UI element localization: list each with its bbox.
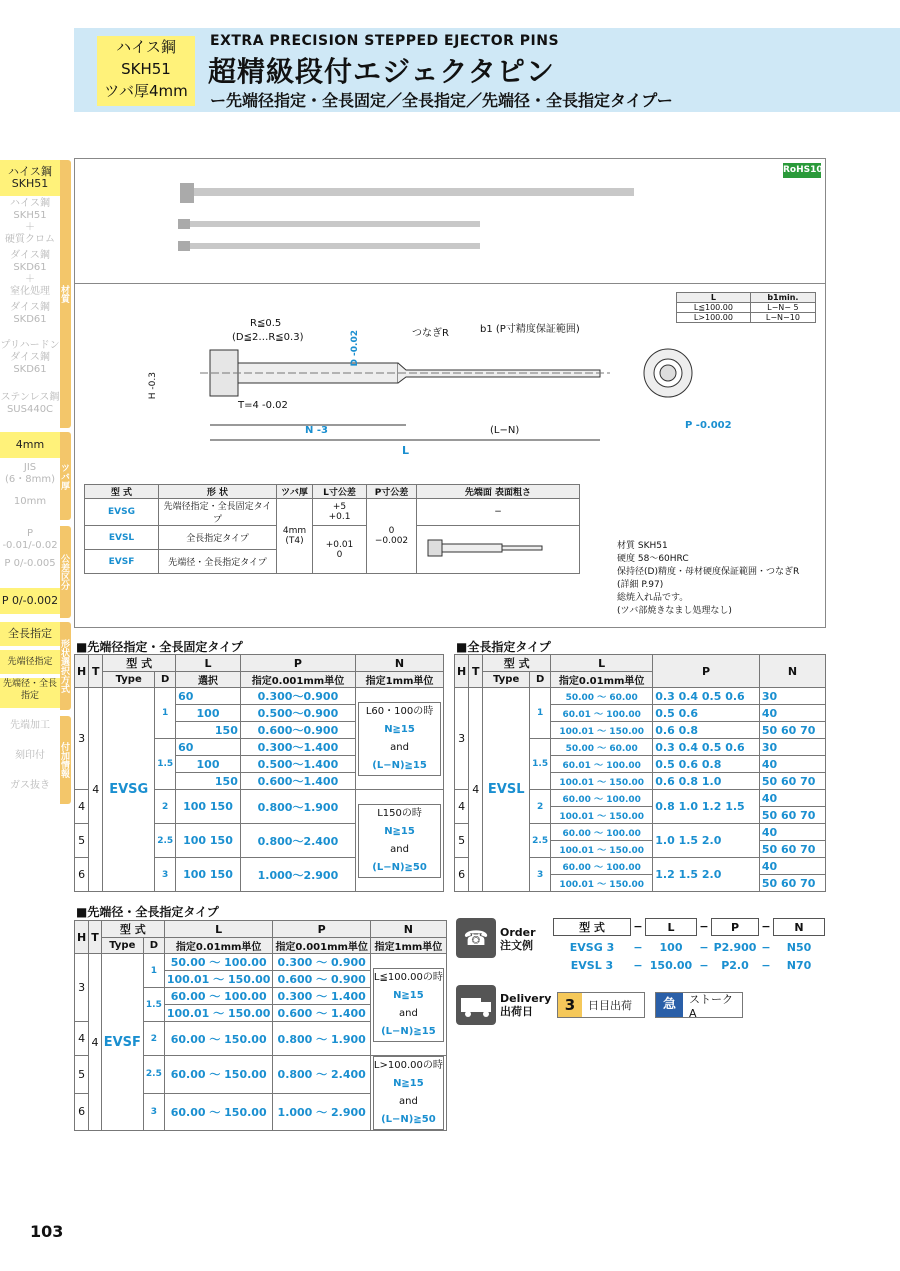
sidebar-item-gas-vent[interactable]: ガス抜き	[10, 780, 50, 791]
evsf-n-note: (L−N)≧50	[381, 1114, 436, 1125]
evsl-n-val: 50 60 70	[759, 807, 825, 824]
evsg-t: T	[89, 655, 103, 688]
order-dash: −	[699, 941, 709, 954]
evsf-p-val: 0.600 〜 0.900	[273, 971, 370, 988]
material-badge	[97, 36, 195, 106]
evsg-n-note: L60・100の時	[365, 705, 434, 717]
evsf-d: 1.5	[143, 988, 164, 1022]
evsg-l: L	[176, 655, 241, 672]
evsf-l-val: 100.01 〜 150.00	[164, 1005, 273, 1022]
spec-flange: 4mm (T4)	[277, 499, 313, 574]
spec-type: EVSG	[85, 499, 159, 526]
material-note: 材質 SKH51	[617, 541, 668, 551]
page-subtitle: ー先端径指定・全長固定／全長指定／先端径・全長指定タイプー	[210, 91, 673, 110]
evsg-table	[74, 654, 444, 892]
evsl-p-val: 1.2 1.5 2.0	[653, 858, 760, 892]
evsf-section-title: ■先端径・全長指定タイプ	[76, 905, 219, 919]
order-header-l: L	[645, 918, 697, 936]
b1-header-min: b1min.	[750, 293, 815, 303]
evsl-h-val: 4	[455, 790, 469, 824]
evsg-t-val: 4	[89, 688, 103, 892]
evsf-type-val: EVSF	[101, 954, 143, 1131]
evsg-sub: Type	[103, 672, 155, 688]
evsg-p-val: 0.600〜1.400	[240, 773, 355, 790]
evsg-l-val: 60	[176, 739, 241, 756]
sidebar-item-prehard[interactable]: プリハードン ダイス鋼 SKD61	[0, 340, 60, 375]
evsf-l-val: 60.00 〜 150.00	[164, 1022, 273, 1056]
delivery-days-box	[557, 992, 645, 1018]
sidebar-item-p-tol-3[interactable]: P 0/-0.002	[0, 588, 60, 614]
evsf-l-val: 60.00 〜 150.00	[164, 1093, 273, 1131]
evsf-sub: 指定0.01mm単位	[164, 938, 273, 954]
evsf-p-val: 0.300 〜 0.900	[273, 954, 370, 971]
evsl-table	[454, 654, 826, 892]
evsl-d: 3	[530, 858, 551, 892]
evsf-l-val: 50.00 〜 100.00	[164, 954, 273, 971]
evsf-d: 3	[143, 1093, 164, 1131]
evsf-d: 2.5	[143, 1056, 164, 1094]
evsg-p-val: 1.000〜2.900	[240, 858, 355, 892]
order-phone-icon: ☎	[456, 918, 496, 958]
delivery-label-en: Delivery	[500, 992, 552, 1005]
evsf-n-note: (L−N)≧15	[381, 1025, 436, 1037]
sidebar-tab-material: 材質	[60, 160, 71, 428]
spec-header: ツバ厚	[277, 485, 313, 499]
evsl-l-val: 100.01 〜 150.00	[551, 875, 653, 892]
evsg-p-val: 0.800〜2.400	[240, 824, 355, 858]
sidebar-item-p-tol-2[interactable]: P 0/-0.005	[4, 558, 56, 569]
evsf-sub: Type	[101, 938, 143, 954]
evsl-h-val: 6	[455, 858, 469, 892]
evsl-l-val: 50.00 〜 60.00	[551, 688, 653, 705]
evsf-sub: 指定0.001mm単位	[273, 938, 370, 954]
evsl-n-val: 40	[759, 790, 825, 807]
evsl-h-val: 5	[455, 824, 469, 858]
anneal-note: (ツバ部焼きなまし処理なし)	[617, 606, 732, 616]
order-type: EVSG 3	[569, 941, 615, 954]
evsl-l-val: 100.01 〜 150.00	[551, 773, 653, 790]
evsl-n: N	[759, 655, 825, 688]
evsf-n: N	[370, 921, 446, 938]
order-label	[500, 926, 536, 952]
d-label: D -0.02	[350, 330, 360, 367]
evsl-n-val: 40	[759, 824, 825, 841]
evsf-type: 型 式	[101, 921, 164, 938]
evsf-p-val: 1.000 〜 2.900	[273, 1093, 370, 1131]
sidebar-tab-flange: ツバ厚	[60, 432, 71, 520]
evsg-l-val: 100 150	[176, 790, 241, 824]
evsl-p: P	[653, 655, 760, 688]
evsg-l-val: 150	[176, 773, 241, 790]
sidebar-tab-tolerance: 公差区分	[60, 526, 71, 618]
detail-link[interactable]: (詳細 P.97)	[617, 580, 664, 590]
sidebar-item-tip[interactable]: 先端径指定	[0, 650, 60, 674]
evsf-sub: 指定1mm単位	[370, 938, 446, 954]
evsg-type: 型 式	[103, 655, 176, 672]
evsf-p-val: 0.800 〜 1.900	[273, 1022, 370, 1056]
evsf-n-note: N≧15	[393, 989, 424, 1001]
evsg-sub: 指定0.001mm単位	[240, 672, 355, 688]
evsl-type: 型 式	[483, 655, 551, 672]
sidebar-tab-shape: 形状選択方式	[60, 622, 71, 710]
evsf-n-note: L>100.00の時	[373, 1060, 443, 1071]
sidebar-item-tip-length[interactable]: 先端径・全長 指定	[0, 678, 60, 708]
evsf-sub: D	[143, 938, 164, 954]
evsg-n-note-1	[356, 688, 444, 790]
evsg-type-val: EVSG	[103, 688, 155, 892]
evsg-n: N	[356, 655, 444, 672]
evsl-n-val: 50 60 70	[759, 841, 825, 858]
sidebar-item-tip-process[interactable]: 先端加工	[10, 720, 50, 731]
order-dash: −	[761, 941, 771, 954]
pins-photo	[170, 175, 640, 265]
evsl-sub: 指定0.01mm単位	[551, 672, 653, 688]
evsg-d: 1	[155, 688, 176, 739]
evsl-n-val: 50 60 70	[759, 773, 825, 790]
order-dash: −	[761, 959, 771, 972]
guarantee-note: 保持径(D)精度・母材硬度保証範囲・つなぎR	[617, 567, 800, 577]
b1-cell: L−N− 5	[750, 303, 815, 313]
delivery-label-jp: 出荷日	[500, 1005, 533, 1018]
sidebar-item-4mm[interactable]: 4mm	[0, 432, 60, 458]
evsf-d: 1	[143, 954, 164, 988]
sidebar-item-10mm[interactable]: 10mm	[13, 496, 47, 507]
evsf-h-val: 4	[75, 1022, 89, 1056]
h-label: H -0.3	[148, 372, 158, 400]
order-p: P2.0	[721, 959, 749, 972]
order-example	[553, 918, 825, 975]
evsl-p-val: 0.3 0.4 0.5 0.6	[653, 688, 760, 705]
order-p: P2.900	[713, 941, 757, 954]
evsl-p-val: 1.0 1.5 2.0	[653, 824, 760, 858]
express-box	[655, 992, 743, 1018]
sidebar-item-jis[interactable]: JIS (6・8mm)	[4, 462, 55, 485]
spec-header: 型 式	[85, 485, 159, 499]
b1-header-l: L	[677, 293, 751, 303]
evsg-h-val: 5	[75, 824, 89, 858]
page-title: 超精級段付エジェクタピン	[208, 55, 555, 88]
express-icon: 急	[656, 993, 683, 1017]
evsf-l-val: 60.00 〜 150.00	[164, 1056, 273, 1094]
evsg-p-val: 0.500〜1.400	[240, 756, 355, 773]
evsf-t: T	[89, 921, 102, 954]
spec-type: EVSF	[85, 550, 159, 574]
evsg-n-note: N≧15	[384, 825, 415, 837]
evsl-p-val: 0.3 0.4 0.5 0.6	[653, 739, 760, 756]
evsg-l-val: 150	[176, 722, 241, 739]
evsl-n-val: 40	[759, 858, 825, 875]
l-label: L	[402, 444, 410, 457]
evsl-l-val: 100.01 〜 150.00	[551, 807, 653, 824]
evsg-p: P	[240, 655, 355, 672]
badge-flange: ツバ厚4mm	[104, 82, 188, 100]
evsf-l-val: 100.01 〜 150.00	[164, 971, 273, 988]
order-dash: −	[633, 920, 643, 933]
evsl-d: 2.5	[530, 824, 551, 858]
spec-table	[84, 484, 580, 574]
order-header-n: N	[773, 918, 825, 936]
b1-table	[676, 292, 816, 323]
badge-material: ハイス鋼	[116, 38, 176, 56]
evsl-n-val: 40	[759, 705, 825, 722]
evsf-n-note-2	[370, 1056, 446, 1131]
spec-l-tol: +0.01 0	[313, 526, 367, 574]
evsf-n-note: and	[398, 1007, 418, 1019]
spec-shape: 先端径・全長指定タイプ	[159, 550, 277, 574]
evsg-l-val: 100	[176, 756, 241, 773]
evsg-n-note: N≧15	[384, 723, 415, 735]
sidebar-item-sus440c[interactable]: ステンレス鋼 SUS440C	[0, 392, 60, 415]
evsg-n-note: (L−N)≧15	[372, 759, 427, 771]
delivery-truck-icon	[456, 985, 496, 1025]
evsf-p-val: 0.600 〜 1.400	[273, 1005, 370, 1022]
evsg-n-note: (L−N)≧50	[372, 861, 427, 873]
order-label-en: Order	[500, 926, 536, 939]
evsf-p-val: 0.300 〜 1.400	[273, 988, 370, 1005]
order-type: EVSL 3	[570, 959, 614, 972]
sidebar-item-skh51[interactable]: ハイス鋼 SKH51	[0, 160, 60, 196]
evsg-n-note: and	[390, 843, 409, 855]
evsl-l-val: 50.00 〜 60.00	[551, 739, 653, 756]
evsl-l-val: 60.00 〜 100.00	[551, 858, 653, 875]
evsg-n-note-2	[356, 790, 444, 892]
title-english: EXTRA PRECISION STEPPED EJECTOR PINS	[210, 33, 560, 49]
evsl-n-val: 50 60 70	[759, 722, 825, 739]
evsl-p-val: 0.6 0.8	[653, 722, 760, 739]
evsf-n-note: L≦100.00の時	[373, 971, 443, 983]
quench-note: 総焼入れ品です。	[617, 593, 689, 603]
evsg-l-val: 100 150	[176, 824, 241, 858]
pin-drawing	[170, 330, 610, 460]
evsf-h-val: 5	[75, 1056, 89, 1094]
evsg-sub: 選択	[176, 672, 241, 688]
evsf-table	[74, 920, 447, 1131]
evsg-p-val: 0.600〜0.900	[240, 722, 355, 739]
evsg-h-val: 3	[75, 688, 89, 790]
evsl-n-val: 50 60 70	[759, 875, 825, 892]
b1-label: b1 (P寸精度保証範囲)	[480, 324, 580, 335]
evsg-d: 2	[155, 790, 176, 824]
spec-header: 形 状	[159, 485, 277, 499]
r-sub-label: (D≦2…R≦0.3)	[232, 332, 304, 343]
sidebar-item-skd61-nitride[interactable]: ダイス鋼 SKD61 ＋ 窒化処理	[10, 250, 50, 297]
evsg-h-val: 4	[75, 790, 89, 824]
evsg-d: 2.5	[155, 824, 176, 858]
evsl-p-val: 0.6 0.8 1.0	[653, 773, 760, 790]
evsl-n-val: 30	[759, 739, 825, 756]
sidebar-item-engraving[interactable]: 刻印付	[15, 750, 45, 761]
evsl-h: H	[455, 655, 469, 688]
delivery-days-label: 日目出荷	[588, 999, 632, 1012]
evsl-d: 1	[530, 688, 551, 739]
roughness-drawing	[417, 526, 580, 574]
evsg-l-val: 100 150	[176, 858, 241, 892]
spec-shape: 全長指定タイプ	[159, 526, 277, 550]
evsl-t: T	[469, 655, 483, 688]
evsf-n-note: N≧15	[393, 1078, 424, 1089]
evsf-h: H	[75, 921, 89, 954]
page-number: 103	[30, 1222, 64, 1241]
evsg-d: 1.5	[155, 739, 176, 790]
b1-cell: L>100.00	[677, 313, 751, 323]
spec-l-tol: +5 +0.1	[313, 499, 367, 526]
evsl-sub: Type	[483, 672, 530, 688]
delivery-days: 3	[558, 993, 582, 1017]
spec-header: P寸公差	[367, 485, 417, 499]
evsl-l-val: 60.00 〜 100.00	[551, 824, 653, 841]
stroke-label: ストーク A	[688, 992, 733, 1020]
evsl-section-title: ■全長指定タイプ	[456, 640, 551, 654]
evsg-sub: 指定1mm単位	[356, 672, 444, 688]
evsl-h-val: 3	[455, 688, 469, 790]
hardness-note: 硬度 58〜60HRC	[617, 554, 689, 564]
evsf-p-val: 0.800 〜 2.400	[273, 1056, 370, 1094]
evsf-l: L	[164, 921, 273, 938]
evsf-h-val: 3	[75, 954, 89, 1022]
divider	[75, 283, 825, 284]
order-l: 100	[659, 941, 683, 954]
evsg-n-note: and	[390, 741, 409, 753]
evsf-n-note-1	[370, 954, 446, 1056]
evsl-l-val: 60.01 〜 100.00	[551, 756, 653, 773]
order-header-type: 型 式	[553, 918, 631, 936]
evsg-sub: D	[155, 672, 176, 688]
evsf-l-val: 60.00 〜 100.00	[164, 988, 273, 1005]
p-label: P -0.002	[685, 420, 732, 431]
evsg-h: H	[75, 655, 89, 688]
evsg-p-val: 0.300〜1.400	[240, 739, 355, 756]
order-n: N70	[786, 959, 812, 972]
evsl-l-val: 100.01 〜 150.00	[551, 841, 653, 858]
b1-cell: L≦100.00	[677, 303, 751, 313]
evsg-p-val: 0.300〜0.900	[240, 688, 355, 705]
evsl-n-val: 30	[759, 688, 825, 705]
order-label-jp: 注文例	[500, 939, 533, 952]
evsg-l-val: 60	[176, 688, 241, 705]
sidebar-item-length[interactable]: 全長指定	[0, 622, 60, 646]
tsunagi-label: つなぎR	[412, 328, 449, 339]
evsf-h-val: 6	[75, 1093, 89, 1131]
evsl-l-val: 100.01 〜 150.00	[551, 722, 653, 739]
evsf-p: P	[273, 921, 370, 938]
evsg-p-val: 0.500〜0.900	[240, 705, 355, 722]
evsg-d: 3	[155, 858, 176, 892]
sidebar-tab-additional: 付加情報	[60, 716, 71, 804]
evsf-t-val: 4	[89, 954, 102, 1131]
spec-header: L寸公差	[313, 485, 367, 499]
evsg-p-val: 0.800〜1.900	[240, 790, 355, 824]
order-dash: −	[699, 920, 709, 933]
delivery-label	[500, 992, 551, 1018]
ln-label: (L−N)	[490, 425, 520, 436]
evsl-p-val: 0.5 0.6 0.8	[653, 756, 760, 773]
evsl-p-val: 0.8 1.0 1.2 1.5	[653, 790, 760, 824]
evsl-n-val: 40	[759, 756, 825, 773]
order-header-p: P	[711, 918, 759, 936]
evsl-type-val: EVSL	[483, 688, 530, 892]
end-view-drawing	[640, 345, 700, 405]
evsg-l-val: 100	[176, 705, 241, 722]
evsf-n-note: and	[398, 1096, 418, 1107]
evsg-h-val: 6	[75, 858, 89, 892]
order-dash: −	[633, 941, 643, 954]
evsg-section-title: ■先端径指定・全長固定タイプ	[76, 640, 243, 654]
sidebar-item-p-tol-1[interactable]: P -0.01/-0.02	[2, 528, 58, 551]
order-n: N50	[786, 941, 812, 954]
spec-header: 先端面 表面粗さ	[417, 485, 580, 499]
t-label: T=4 -0.02	[238, 400, 288, 411]
evsl-t-val: 4	[469, 688, 483, 892]
spec-type: EVSL	[85, 526, 159, 550]
order-dash: −	[633, 959, 643, 972]
order-dash: −	[761, 920, 771, 933]
material-notes	[617, 540, 799, 618]
r-label: R≦0.5	[250, 318, 282, 329]
sidebar-item-skh51-chrome[interactable]: ハイス鋼 SKH51 ＋ 硬質クロム	[5, 198, 55, 245]
order-l: 150.00	[649, 959, 693, 972]
evsl-p-val: 0.5 0.6	[653, 705, 760, 722]
evsl-l-val: 60.00 〜 100.00	[551, 790, 653, 807]
evsg-n-note: L150の時	[377, 807, 422, 819]
spec-p-tol: 0 −0.002	[367, 499, 417, 574]
evsl-sub: D	[530, 672, 551, 688]
rohs-badge: RoHS10	[783, 163, 821, 178]
evsf-d: 2	[143, 1022, 164, 1056]
spec-roughness: −	[417, 499, 580, 526]
sidebar-item-skd61[interactable]: ダイス鋼 SKD61	[10, 302, 50, 325]
evsl-d: 1.5	[530, 739, 551, 790]
order-dash: −	[699, 959, 709, 972]
n-label: N -3	[305, 425, 328, 436]
spec-shape: 先端径指定・全長固定タイプ	[159, 499, 277, 526]
evsl-l-val: 60.01 〜 100.00	[551, 705, 653, 722]
evsl-l: L	[551, 655, 653, 672]
b1-cell: L−N−10	[750, 313, 815, 323]
evsl-d: 2	[530, 790, 551, 824]
badge-grade: SKH51	[121, 60, 171, 78]
